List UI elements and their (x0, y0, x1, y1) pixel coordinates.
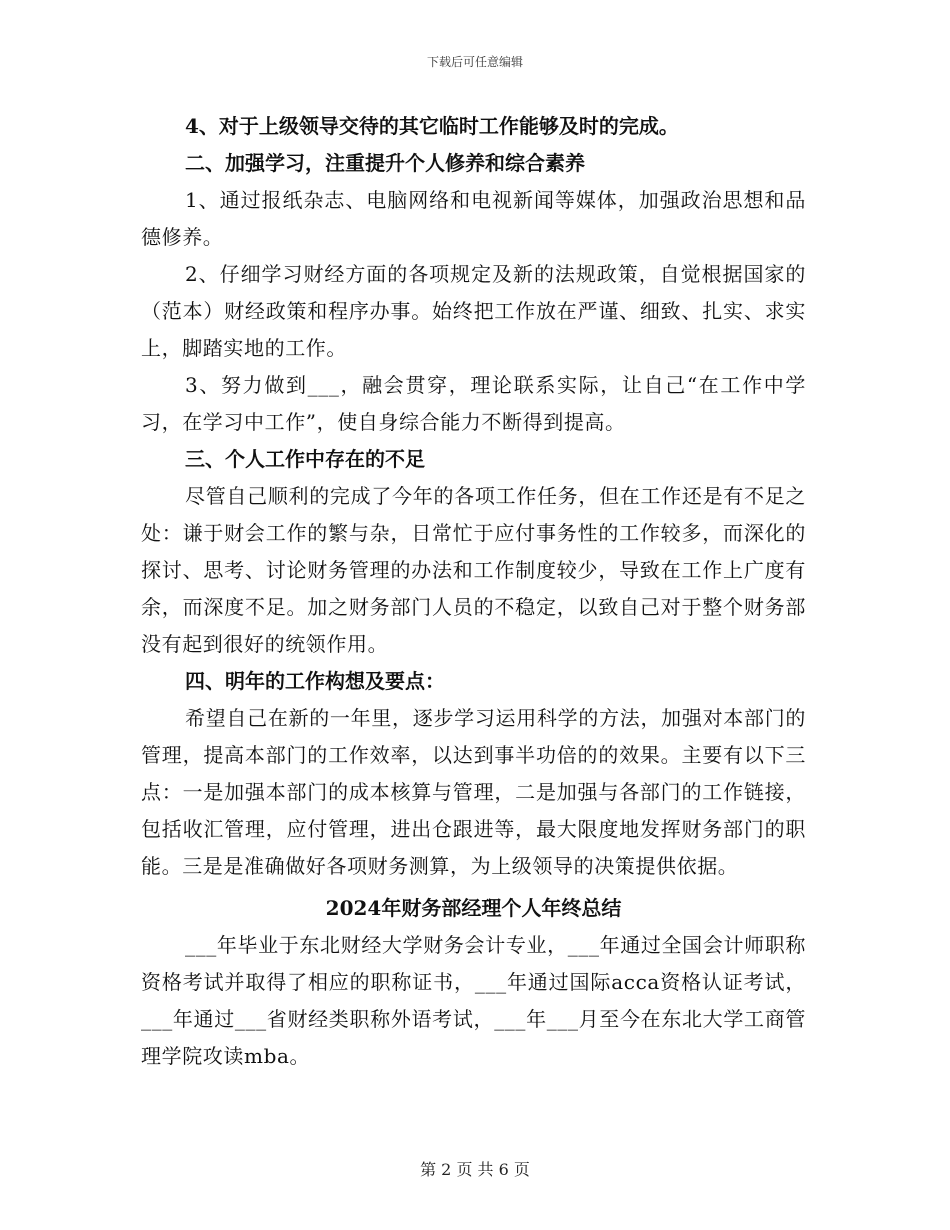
intro-paragraph-1: ___年毕业于东北财经大学财务会计专业，___年通过全国会计师职称资格考试并取得了相应的职称证书，___年通过国际acca资格认证考试，___年通过___省财经类职称外语考试，___年___月至今在东北大学工商管理学院攻读mba。 (141, 933, 806, 1068)
section-2-paragraph-2: 2、仔细学习财经方面的各项规定及新的法规政策，自觉根据国家的（范本）财经政策和程序办事。始终把工作放在严谨、细致、扎实、求实上，脚踏实地的工作。 (141, 262, 806, 360)
section-3-paragraph-1: 尽管自己顺利的完成了今年的各项工作任务，但在工作还是有不足之处：谦于财会工作的繁与杂，日常忙于应付事务性的工作较多，而深化的探讨、思考、讨论财务管理的办法和工作制度较少，导致在工作上广度有余，而深度不足。加之财务部门人员的不稳定，以致自己对于整个财务部没有起到很好的统领作用。 (141, 484, 806, 656)
section-3-heading: 三、个人工作中存在的不足 (185, 447, 425, 471)
page-header-note: 下载后可任意编辑 (426, 55, 523, 69)
section-4-paragraph-1: 希望自己在新的一年里，逐步学习运用科学的方法，加强对本部门的管理，提高本部门的工作效率，以达到事半功倍的的效果。主要有以下三点：一是加强本部门的成本核算与管理，二是加强与各部门的工作链接，包括收汇管理，应付管理，进出仓跟进等，最大限度地发挥财务部门的职能。三是是准确做好各项财务测算，为上级领导的决策提供依据。 (141, 706, 806, 878)
section-2-paragraph-3: 3、努力做到___，融会贯穿，理论联系实际，让自己“在工作中学习，在学习中工作”，使自身综合能力不断得到提高。 (141, 373, 806, 434)
page-number-footer: 第 2 页 共 6 页 (420, 1160, 530, 1179)
section-2-heading: 二、加强学习，注重提升个人修养和综合素养 (185, 151, 585, 175)
item-4-heading: 4、对于上级领导交待的其它临时工作能够及时的完成。 (185, 114, 679, 138)
document-body (141, 108, 806, 1075)
document-title: 2024年财务部经理个人年终总结 (325, 896, 622, 920)
section-2-paragraph-1: 1、通过报纸杂志、电脑网络和电视新闻等媒体，加强政治思想和品德修养。 (141, 188, 806, 249)
section-4-heading: 四、明年的工作构想及要点： (185, 669, 445, 693)
